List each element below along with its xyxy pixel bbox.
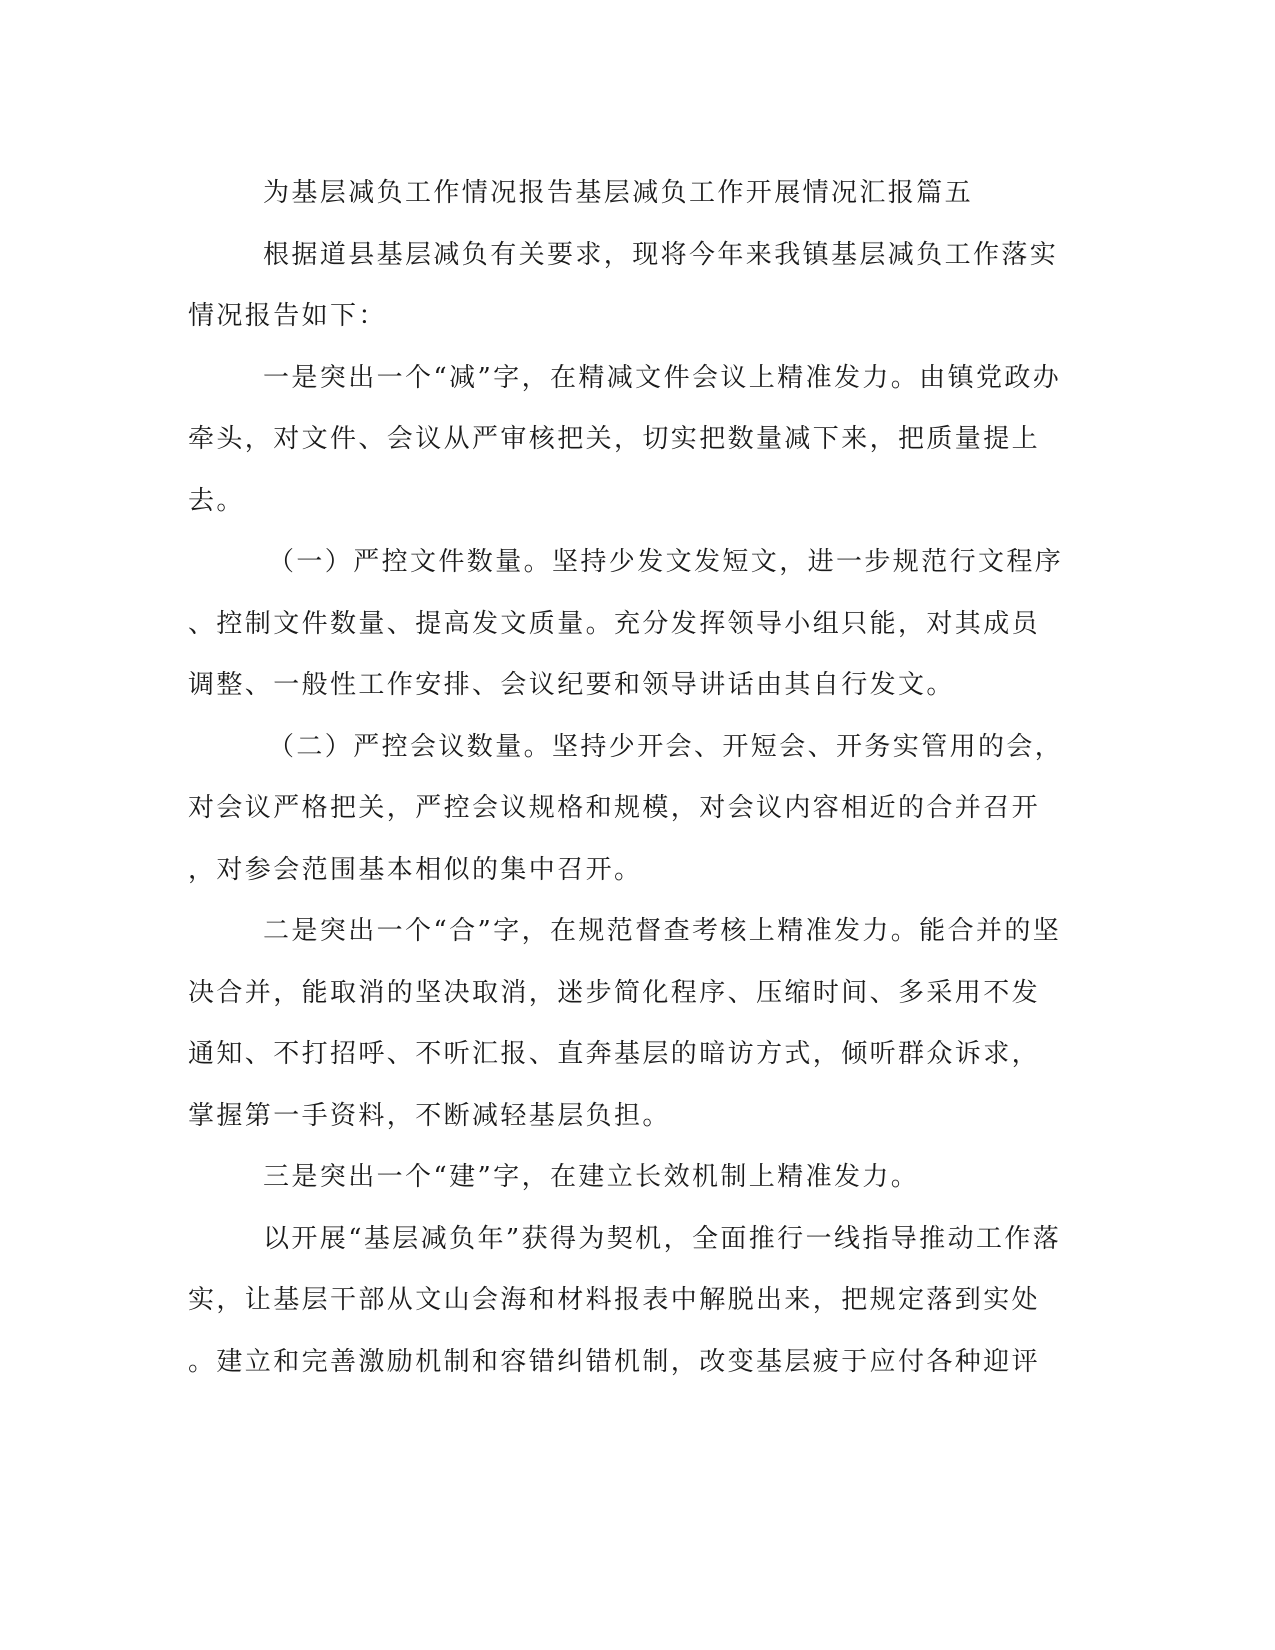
- paragraph-line: 对会议严格把关，严控会议规格和规模，对会议内容相近的合并召开: [188, 793, 1041, 823]
- paragraph-line: 掌握第一手资料，不断减轻基层负担。: [188, 1100, 671, 1131]
- document-title: 为基层减负工作情况报告基层减负工作开展情况汇报篇五: [263, 178, 974, 208]
- document-body: [188, 163, 1068, 1393]
- paragraph-line: 、控制文件数量、提高发文质量。充分发挥领导小组只能，对其成员: [188, 608, 1041, 639]
- paragraph-line: 三是突出一个“建”字，在建立长效机制上精准发力。: [263, 1162, 920, 1192]
- paragraph-line: 去。: [188, 485, 245, 516]
- paragraph-line: 以开展“基层减负年”获得为契机，全面推行一线指导推动工作落: [263, 1223, 1062, 1254]
- paragraph-line: 通知、不打招呼、不听汇报、直奔基层的暗访方式，倾听群众诉求，: [188, 1039, 1041, 1069]
- paragraph-line: 。建立和完善激励机制和容错纠错机制，改变基层疲于应付各种迎评: [188, 1346, 1041, 1377]
- paragraph-line: 决合并，能取消的坚决取消，迷步简化程序、压缩时间、多采用不发: [188, 977, 1041, 1008]
- paragraph-line: ，对参会范围基本相似的集中召开。: [188, 854, 643, 885]
- paragraph-line: （一）严控文件数量。坚持少发文发短文，进一步规范行文程序: [268, 547, 1064, 577]
- paragraph-line: 二是突出一个“合”字，在规范督查考核上精准发力。能合并的坚: [263, 916, 1062, 946]
- paragraph-line: 根据道县基层减负有关要求，现将今年来我镇基层减负工作落实: [263, 239, 1059, 270]
- paragraph-line: 情况报告如下：: [188, 301, 387, 331]
- paragraph-line: 一是突出一个“减”字，在精减文件会议上精准发力。由镇党政办: [263, 362, 1062, 393]
- paragraph-line: （二）严控会议数量。坚持少开会、开短会、开务实管用的会，: [268, 731, 1064, 762]
- paragraph-line: 牵头，对文件、会议从严审核把关，切实把数量减下来，把质量提上: [188, 424, 1041, 454]
- paragraph-line: 实，让基层干部从文山会海和材料报表中解脱出来，把规定落到实处: [188, 1285, 1041, 1315]
- paragraph-line: 调整、一般性工作安排、会议纪要和领导讲话由其自行发文。: [188, 670, 955, 700]
